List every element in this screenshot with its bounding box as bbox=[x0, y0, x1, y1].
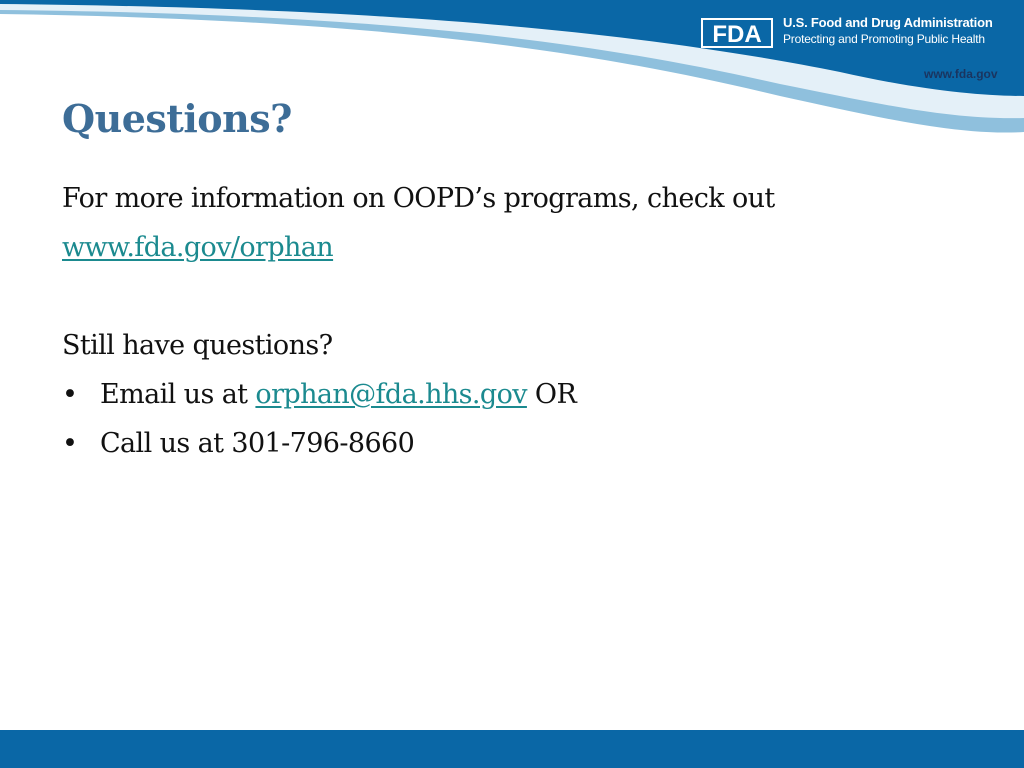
agency-tagline: Protecting and Promoting Public Health bbox=[783, 32, 985, 46]
email-prefix: Email us at bbox=[100, 379, 256, 410]
fda-logo bbox=[700, 16, 774, 50]
site-url[interactable]: www.fda.gov bbox=[924, 67, 998, 81]
bullet-icon: • bbox=[62, 379, 78, 410]
agency-name: U.S. Food and Drug Administration bbox=[783, 15, 993, 30]
list-item-phone bbox=[62, 419, 962, 468]
spacer bbox=[62, 272, 962, 321]
fda-logo-text: FDA bbox=[712, 21, 762, 48]
programs-link-line bbox=[62, 223, 962, 272]
slide-body bbox=[62, 174, 962, 468]
phone-text: Call us at 301-796-8660 bbox=[100, 428, 415, 459]
list-item-email bbox=[62, 370, 962, 419]
email-link[interactable]: orphan@fda.hhs.gov bbox=[255, 379, 527, 410]
fda-logo-mark bbox=[700, 16, 774, 50]
still-questions-text: Still have questions? bbox=[62, 330, 333, 361]
bullet-icon: • bbox=[62, 428, 78, 459]
intro-text: For more information on OOPD’s programs, check out bbox=[62, 183, 775, 214]
programs-link[interactable]: www.fda.gov/orphan bbox=[62, 232, 334, 263]
footer-bar bbox=[0, 730, 1024, 768]
contact-list bbox=[62, 370, 962, 468]
slide-title: Questions? bbox=[62, 96, 292, 141]
email-suffix: OR bbox=[526, 379, 577, 410]
